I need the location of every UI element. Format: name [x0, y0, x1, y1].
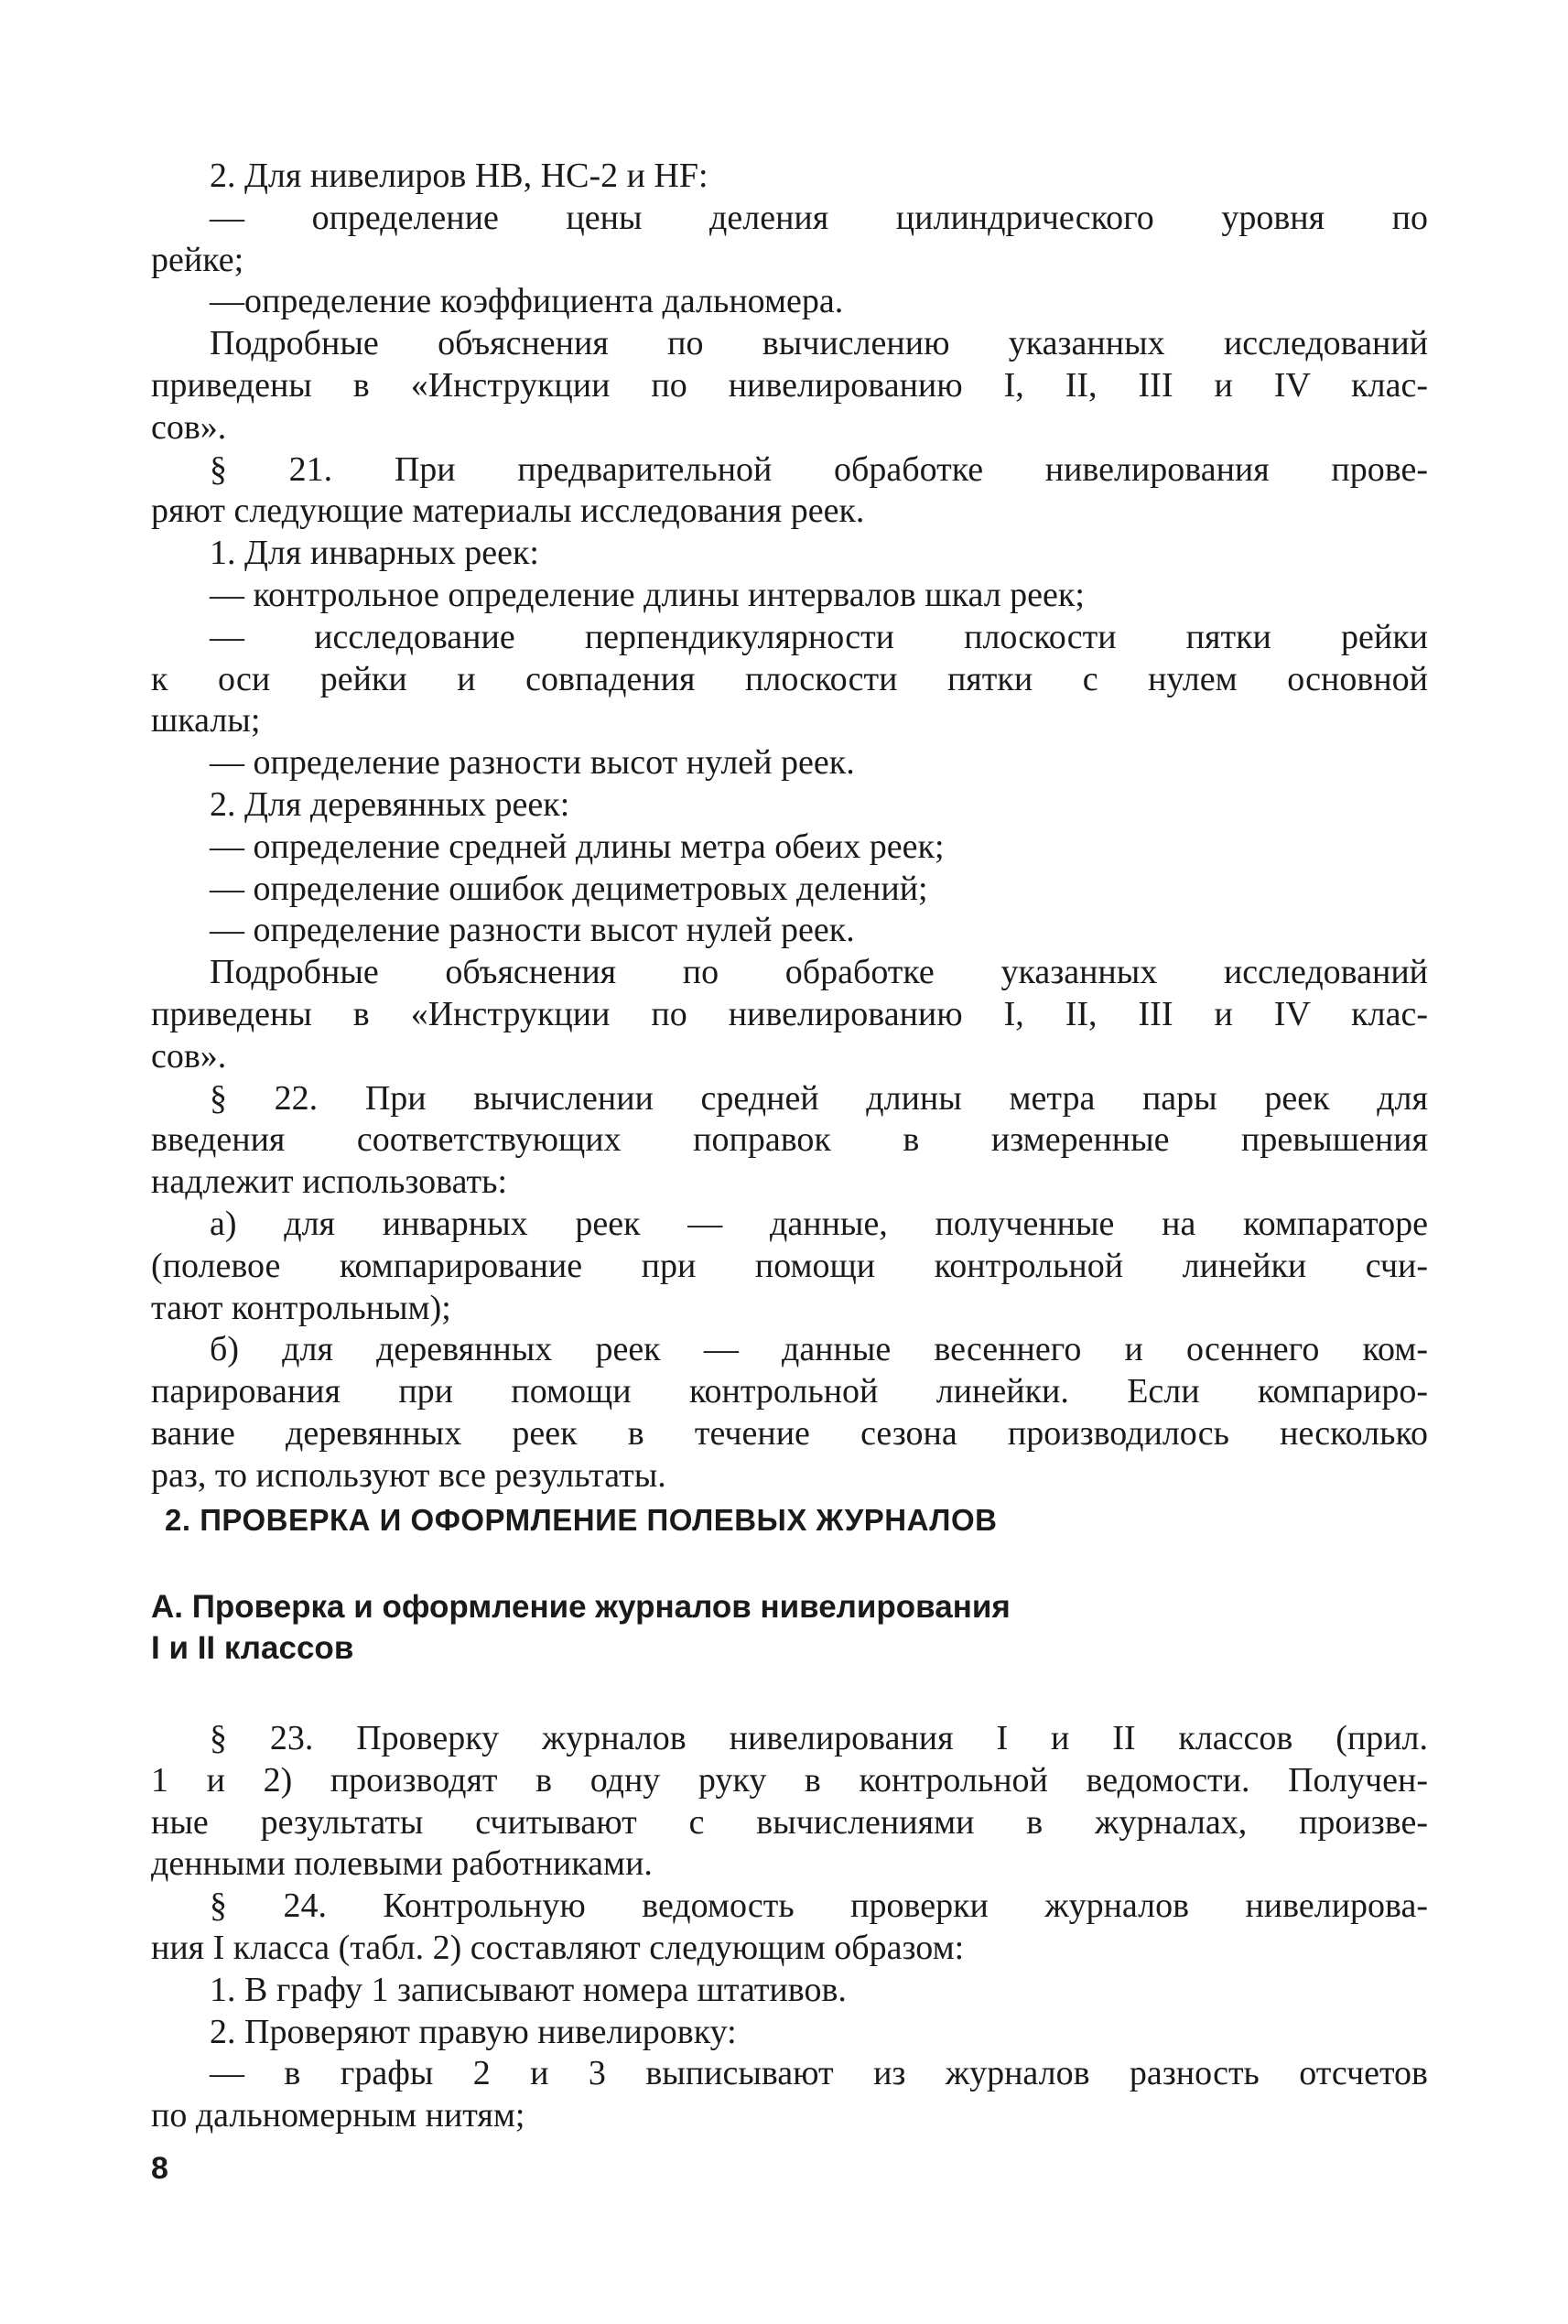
- text-line: 2. Для нивелиров НВ, НС-2 и HF:: [210, 157, 708, 195]
- text-line: — определение цены деления цилиндрического уровня по: [210, 198, 1428, 237]
- subsection-heading: [151, 1586, 1011, 1669]
- text-line: (полевое компарирование при помощи контрольной линейки счи-: [151, 1246, 1428, 1285]
- text-line: ряют следующие материалы исследования реек.: [151, 492, 865, 531]
- text-line: приведены в «Инструкции по нивелированию I, II, III и IV клас-: [151, 994, 1428, 1033]
- text-line: к оси рейки и совпадения плоскости пятки с нулем основной: [151, 659, 1428, 698]
- text-block-upper: [151, 156, 1428, 1497]
- text-line: 2. Проверяют правую нивелировку:: [210, 2012, 737, 2051]
- text-line: ные результаты считывают с вычислениями в журналах, произве-: [151, 1802, 1428, 1842]
- text-line: — исследование перпендикулярности плоскости пятки рейки: [210, 617, 1428, 656]
- subsection-heading-line-1: А. Проверка и оформление журналов нивелирования: [151, 1589, 1011, 1625]
- text-line: — контрольное определение длины интервалов шкал реек;: [210, 575, 1085, 614]
- section-heading: 2. ПРОВЕРКА И ОФОРМЛЕНИЕ ПОЛЕВЫХ ЖУРНАЛОВ: [165, 1503, 998, 1537]
- text-line: сов».: [151, 407, 227, 447]
- text-line: б) для деревянных реек — данные весеннего и осеннего ком-: [210, 1330, 1428, 1369]
- text-line: парирования при помощи контрольной линейки. Если компариро-: [151, 1372, 1428, 1411]
- text-line: —определение коэффициента дальномера.: [210, 282, 844, 321]
- text-line: § 24. Контрольную ведомость проверки журналов нивелирова-: [210, 1886, 1428, 1926]
- text-line: ния I класса (табл. 2) составляют следующим образом:: [151, 1928, 965, 1967]
- text-line: шкалы;: [151, 701, 261, 740]
- text-line: — определение ошибок дециметровых делений;: [210, 869, 928, 908]
- page-number: 8: [151, 2151, 168, 2186]
- text-line: § 23. Проверку журналов нивелирования I и II классов (прил.: [210, 1719, 1428, 1757]
- text-line: приведены в «Инструкции по нивелированию I, II, III и IV клас-: [151, 365, 1428, 405]
- text-line: — определение разности высот нулей реек.: [210, 911, 855, 950]
- text-line: Подробные объяснения по вычислению указанных исследований: [210, 324, 1428, 363]
- text-line: — определение средней длины метра обеих реек;: [210, 827, 945, 866]
- text-line: — в графы 2 и 3 выписывают из журналов разность отсчетов: [210, 2054, 1428, 2093]
- text-line: 1 и 2) производят в одну руку в контрольной ведомости. Получен-: [151, 1760, 1428, 1800]
- text-line: 1. Для инварных реек:: [210, 534, 539, 573]
- text-line: тают контрольным);: [151, 1288, 451, 1327]
- text-line: надлежит использовать:: [151, 1162, 507, 1202]
- text-line: 2. Для деревянных реек:: [210, 784, 570, 824]
- text-line: — определение разности высот нулей реек.: [210, 743, 855, 783]
- text-line: по дальномерным нитям;: [151, 2096, 525, 2135]
- subsection-heading-line-2: I и II классов: [151, 1630, 354, 1666]
- text-line: 1. В графу 1 записывают номера штативов.: [210, 1970, 847, 2009]
- text-block-lower: [151, 1718, 1428, 2137]
- text-line: Подробные объяснения по обработке указанных исследований: [210, 953, 1428, 992]
- text-line: рейке;: [151, 240, 244, 279]
- text-line: а) для инварных реек — данные, полученные на компараторе: [210, 1204, 1428, 1243]
- text-line: денными полевыми работниками.: [151, 1844, 653, 1884]
- text-line: § 22. При вычислении средней длины метра пары реек для: [210, 1078, 1428, 1118]
- paragraphs-upper: [151, 156, 1428, 1497]
- text-line: сов».: [151, 1036, 227, 1076]
- text-line: введения соответствующих поправок в измеренные превышения: [151, 1120, 1428, 1160]
- paragraphs-lower: [151, 1718, 1428, 2137]
- text-line: вание деревянных реек в течение сезона производилось несколько: [151, 1413, 1428, 1453]
- text-line: раз, то используют все результаты.: [151, 1455, 666, 1495]
- text-line: § 21. При предварительной обработке нивелирования прове-: [210, 449, 1428, 489]
